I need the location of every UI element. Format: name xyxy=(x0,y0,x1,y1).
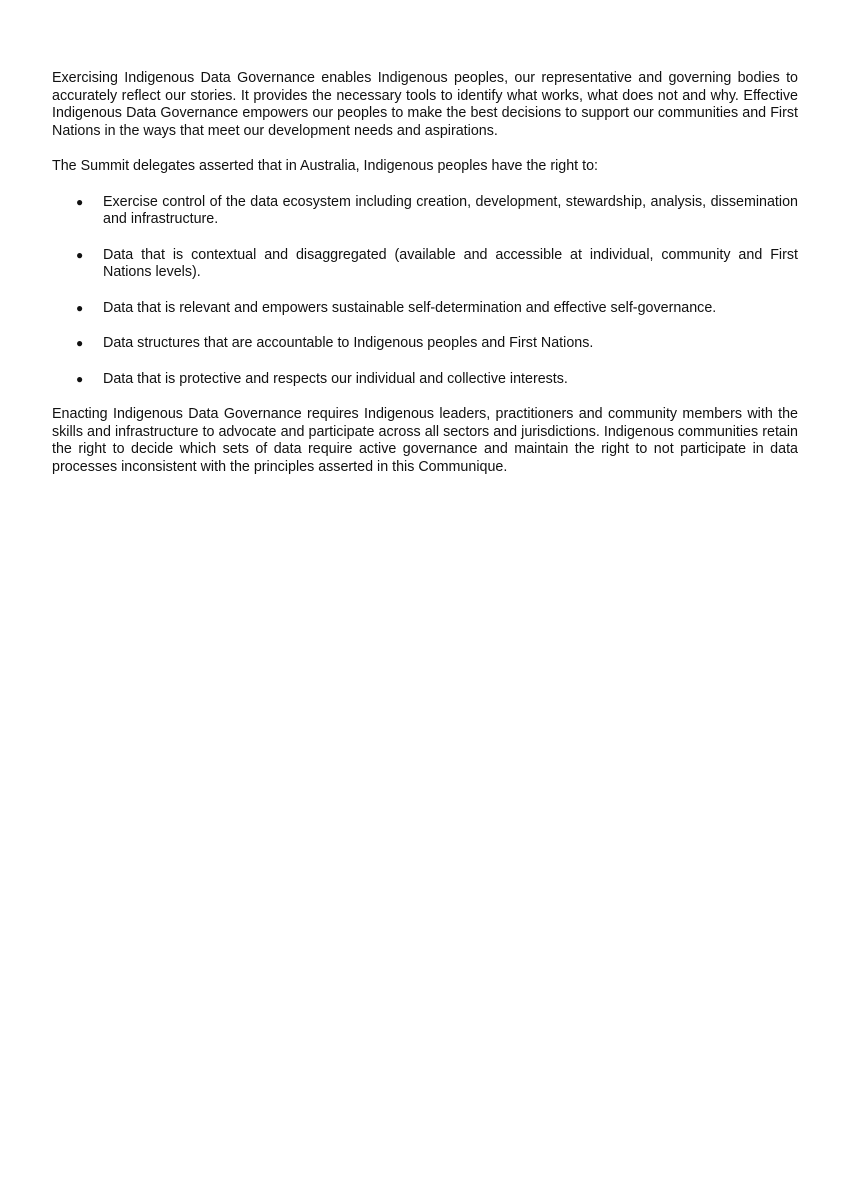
rights-lead-in: The Summit delegates asserted that in Australia, Indigenous peoples have the right to: xyxy=(52,158,598,174)
list-item-text: Exercise control of the data ecosystem including creation, development, stewardship, analysis, dissemination and infrastructure. xyxy=(103,193,798,227)
list-item xyxy=(52,247,798,282)
list-item xyxy=(52,194,798,229)
list-item-text: Data that is relevant and empowers sustainable self-determination and effective self-governance. xyxy=(103,299,717,316)
document-page xyxy=(52,70,798,476)
list-item xyxy=(52,371,798,389)
list-item-text: Data that is contextual and disaggregated (available and accessible at individual, community and First Nations levels). xyxy=(103,246,798,280)
bullet-icon: ● xyxy=(76,194,84,209)
list-item-text: Data structures that are accountable to Indigenous peoples and First Nations. xyxy=(103,335,594,351)
list-item xyxy=(52,300,798,318)
bullet-icon: ● xyxy=(76,371,84,386)
bullet-icon: ● xyxy=(76,300,84,315)
intro-paragraph: Exercising Indigenous Data Governance enables Indigenous peoples, our representative and governing bodies to accurately reflect our stories. It provides the necessary tools to identify what works, what does not and why. Effective Indigenous Data Governance empowers our peoples to make the best decisions to support our communities and First Nations in the ways that meet our development needs and aspirations. xyxy=(52,70,798,139)
list-item xyxy=(52,335,798,353)
bullet-icon: ● xyxy=(76,336,84,350)
closing-paragraph: Enacting Indigenous Data Governance requires Indigenous leaders, practitioners and community members with the skills and infrastructure to advocate and participate across all sectors and jurisdictions. Indigenous communities retain the right to decide which sets of data require active governance and maintain the right to not participate in data processes inconsistent with the principles asserted in this Communique. xyxy=(52,406,798,475)
rights-list xyxy=(52,194,798,389)
list-item-text: Data that is protective and respects our individual and collective interests. xyxy=(103,370,568,387)
bullet-icon: ● xyxy=(76,247,84,262)
